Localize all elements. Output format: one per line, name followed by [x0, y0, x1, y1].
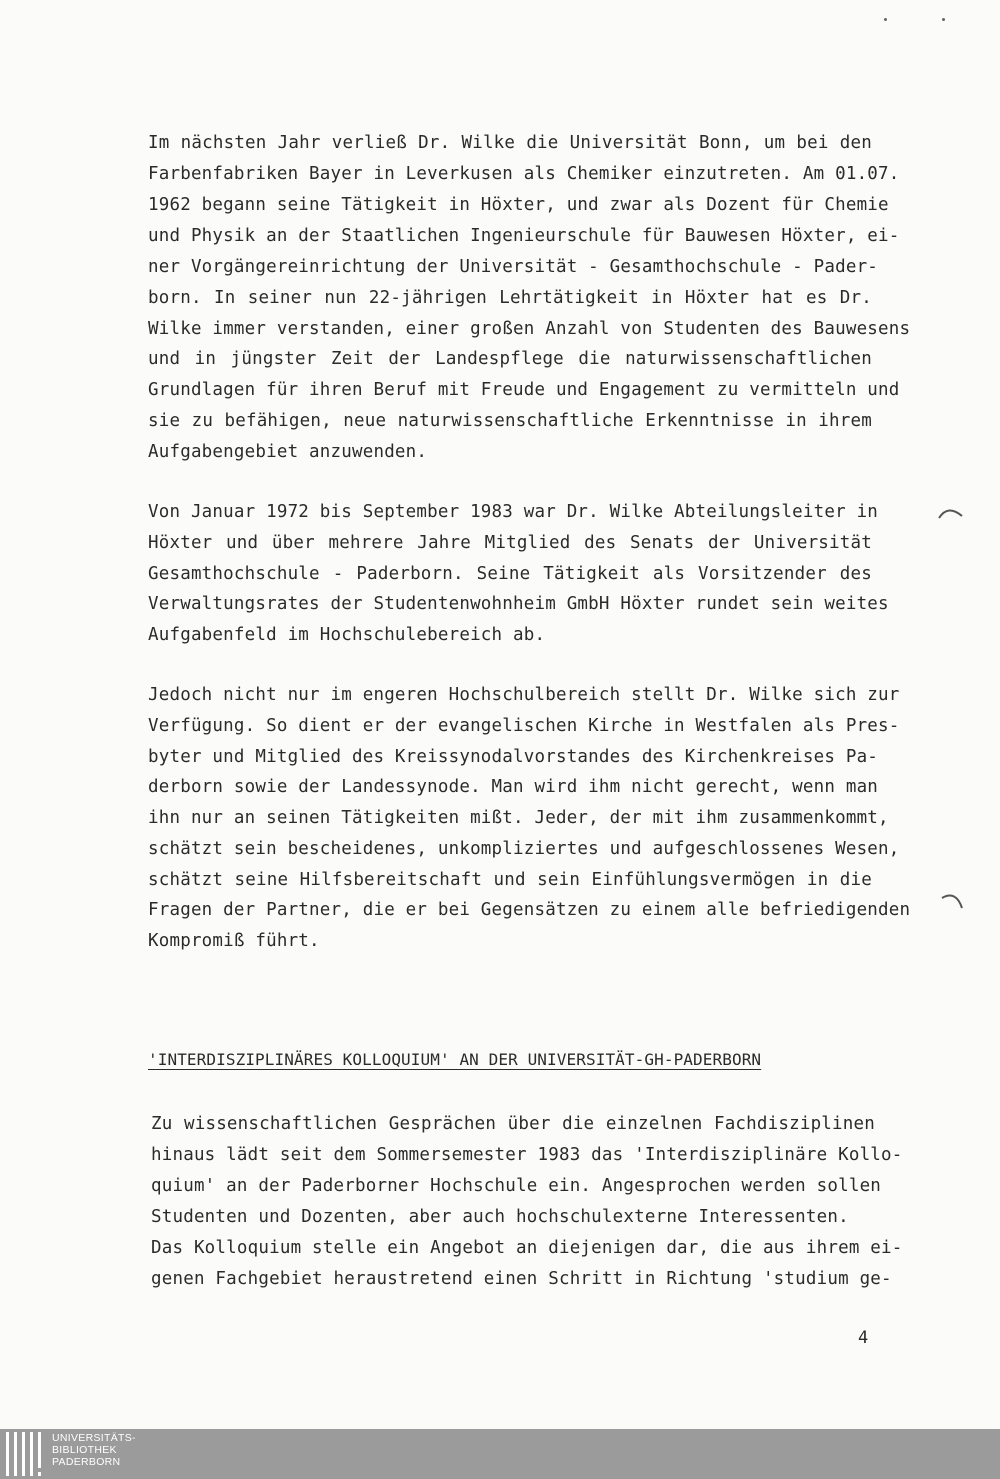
text-line: Verwaltungsrates der Studentenwohnheim GmbH Höxter rundet sein weites: [148, 594, 889, 614]
text-line: Das Kolloquium stelle ein Angebot an diejenigen dar, die aus ihrem ei-: [151, 1238, 903, 1258]
text-line: ihn nur an seinen Tätigkeiten mißt. Jeder, der mit ihm zusammenkommt,: [148, 808, 889, 828]
text-line: Jedoch nicht nur im engeren Hochschulbereich stellt Dr. Wilke sich zur: [148, 685, 900, 705]
text-line: genen Fachgebiet heraustretend einen Schritt in Richtung 'studium ge-: [151, 1269, 892, 1289]
text-line: byter und Mitglied des Kreissynodalvorstandes des Kirchenkreises Pa-: [148, 747, 879, 767]
text-line: schätzt sein bescheidenes, unkompliziertes und aufgeschlossenes Wesen,: [148, 839, 900, 859]
punch-hole-mark-icon: [938, 888, 968, 914]
page-number: 4: [858, 1328, 869, 1348]
text-line: Kompromiß führt.: [148, 931, 320, 951]
punch-hole-mark-icon: [936, 500, 966, 524]
text-line: Fragen der Partner, die er bei Gegensätzen zu einem alle befriedigenden: [148, 900, 911, 920]
text-line: Im nächsten Jahr verließ Dr. Wilke die Universität Bonn, um bei den: [148, 133, 872, 153]
text-line: ner Vorgängereinrichtung der Universität - Gesamthochschule - Pader-: [148, 257, 879, 277]
text-line: sie zu befähigen, neue naturwissenschaftliche Erkenntnisse in ihrem: [148, 411, 872, 431]
scan-speck: [942, 18, 945, 21]
text-line: und Physik an der Staatlichen Ingenieurschule für Bauwesen Höxter, ei-: [148, 226, 900, 246]
scan-speck: [884, 18, 887, 21]
text-line: Aufgabenfeld im Hochschulebereich ab.: [148, 625, 546, 645]
text-line: Farbenfabriken Bayer in Leverkusen als Chemiker einzutreten. Am 01.07.: [148, 164, 900, 184]
library-name: UNIVERSITÄTS- BIBLIOTHEK PADERBORN: [52, 1432, 136, 1468]
text-line: 1962 begann seine Tätigkeit in Höxter, und zwar als Dozent für Chemie: [148, 195, 889, 215]
text-line: Aufgabengebiet anzuwenden.: [148, 442, 428, 462]
text-line: derborn sowie der Landessynode. Man wird ihm nicht gerecht, wenn man: [148, 777, 879, 797]
library-logo-icon: [6, 1432, 46, 1476]
section-heading: 'INTERDISZIPLINÄRES KOLLOQUIUM' AN DER UNIVERSITÄT-GH-PADERBORN: [148, 1050, 762, 1069]
text-line: und in jüngster Zeit der Landespflege die naturwissenschaftlichen: [148, 349, 872, 369]
text-line: Studenten und Dozenten, aber auch hochschulexterne Interessenten.: [151, 1207, 849, 1227]
text-line: quium' an der Paderborner Hochschule ein. Angesprochen werden sollen: [151, 1176, 882, 1196]
text-line: Höxter und über mehrere Jahre Mitglied des Senats der Universität: [148, 533, 872, 553]
text-line: Zu wissenschaftlichen Gesprächen über die einzelnen Fachdisziplinen: [151, 1114, 875, 1134]
text-line: born. In seiner nun 22-jährigen Lehrtätigkeit in Höxter hat es Dr.: [148, 288, 872, 308]
text-line: Wilke immer verstanden, einer großen Anzahl von Studenten des Bauwesens: [148, 319, 911, 339]
text-line: Verfügung. So dient er der evangelischen Kirche in Westfalen als Pres-: [148, 716, 900, 736]
library-footer: [0, 1429, 1000, 1479]
text-line: hinaus lädt seit dem Sommersemester 1983 das 'Interdisziplinäre Kollo-: [151, 1145, 903, 1165]
text-line: Von Januar 1972 bis September 1983 war Dr. Wilke Abteilungsleiter in: [148, 502, 879, 522]
text-line: schätzt seine Hilfsbereitschaft und sein Einfühlungsvermögen in die: [148, 870, 872, 890]
text-line: Grundlagen für ihren Beruf mit Freude und Engagement zu vermitteln und: [148, 380, 900, 400]
text-line: Gesamthochschule - Paderborn. Seine Tätigkeit als Vorsitzender des: [148, 564, 872, 584]
